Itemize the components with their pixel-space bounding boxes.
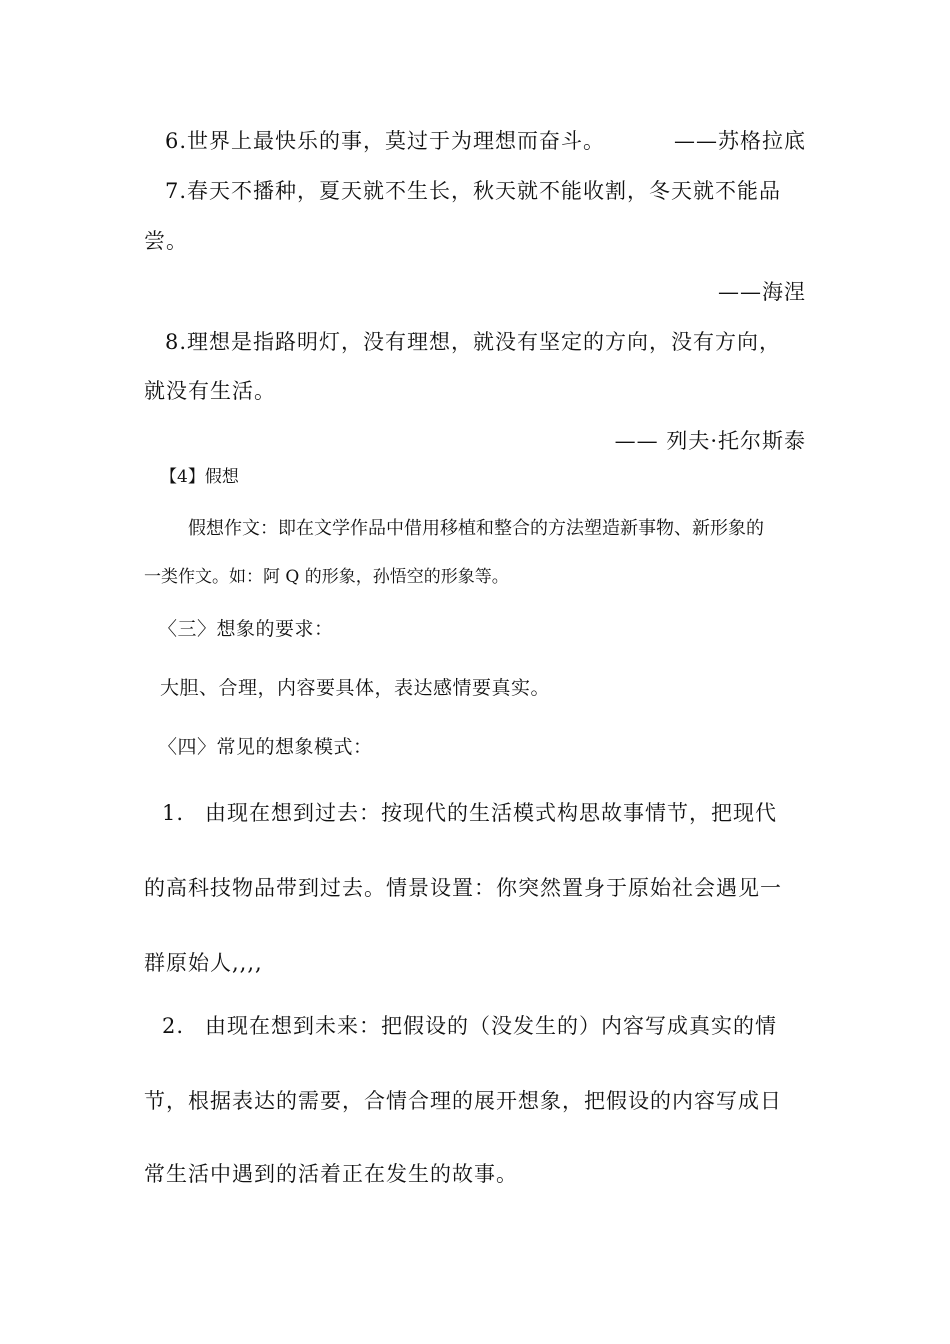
quote-6-text: 6.世界上最快乐的事，莫过于为理想而奋斗。 [165, 129, 606, 153]
quote-8-line2: 就没有生活。 [144, 379, 276, 403]
quote-7-line1: 7.春天不播种，夏天就不生长，秋天就不能收割，冬天就不能品 [165, 179, 782, 203]
requirements-text: 大胆、合理，内容要具体，表达感情要真实。 [160, 677, 551, 699]
quote-6-author: ——苏格拉底 [674, 129, 806, 153]
quote-7-line2: 尝。 [144, 229, 188, 253]
section-4-heading: 【4】假想 [160, 467, 239, 487]
patterns-heading: 〈四〉常见的想象模式： [158, 736, 373, 758]
pattern-1-number: 1. [162, 801, 185, 825]
pattern-2-number: 2. [162, 1014, 185, 1038]
pattern-1-line1: 由现在想到过去：按现代的生活模式构思故事情节，把现代 [205, 801, 777, 825]
requirements-heading: 〈三〉想象的要求： [158, 618, 334, 640]
quote-8-line1: 8.理想是指路明灯，没有理想，就没有坚定的方向，没有方向， [165, 330, 782, 354]
section-4-definition-line1: 假想作文：即在文学作品中借用移植和整合的方法塑造新事物、新形象的 [188, 518, 764, 539]
section-4-definition-line2: 一类作文。如：阿 Q 的形象，孙悟空的形象等。 [144, 567, 509, 587]
pattern-2-line2: 节，根据表达的需要，合情合理的展开想象，把假设的内容写成日 [144, 1089, 782, 1113]
quote-8-author: —— 列夫·托尔斯泰 [614, 429, 806, 453]
pattern-2-line3: 常生活中遇到的活着正在发生的故事。 [144, 1162, 518, 1186]
quote-7-author: ——海涅 [718, 280, 806, 304]
pattern-1-line2: 的高科技物品带到过去。情景设置：你突然置身于原始社会遇见一 [144, 876, 782, 900]
pattern-1-line3: 群原始人,,,, [144, 951, 263, 975]
pattern-2-line1: 由现在想到未来：把假设的（没发生的）内容写成真实的情 [205, 1014, 777, 1038]
